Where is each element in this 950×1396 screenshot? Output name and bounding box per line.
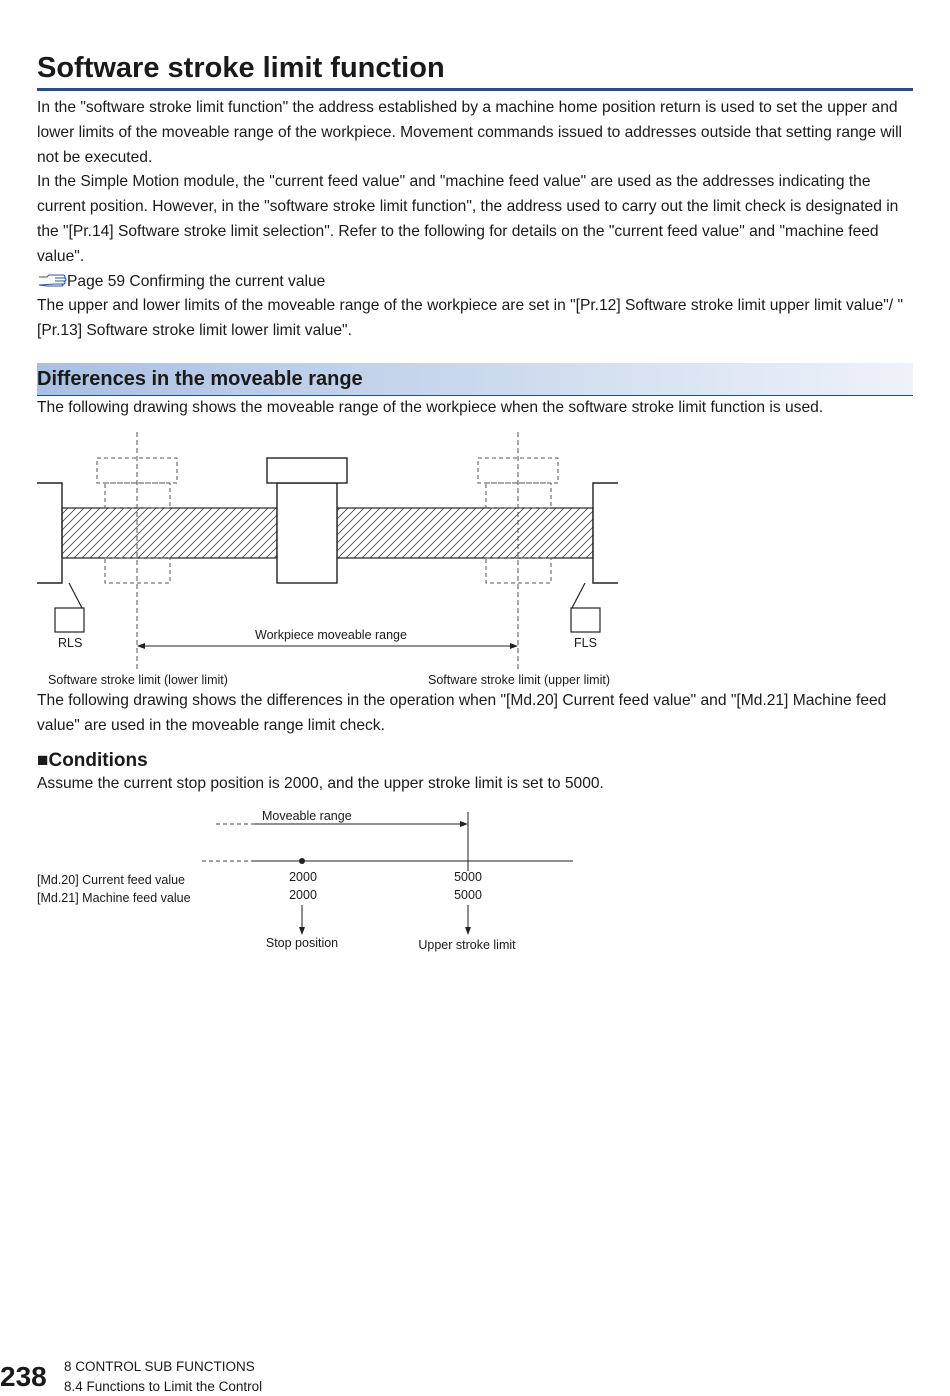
conditions-heading: ■Conditions (37, 750, 148, 771)
stop-position-dot (299, 858, 305, 864)
intro-paragraph: In the "software stroke limit function" the address established by a machine home position return is used to set the upper and lower limits of the moveable range of the workpiece. Movement commands issued to addresses outside that setting range will not be executed. (37, 99, 903, 166)
stop-position-label: Stop position (265, 936, 339, 950)
page-number: 238 (0, 1361, 47, 1392)
fls-switch (571, 583, 600, 632)
fls-label: FLS (574, 636, 597, 650)
machine-feed-value-label: [Md.21] Machine feed value (37, 891, 191, 905)
moveable-range-label: Moveable range (262, 809, 352, 823)
stop-value-current: 2000 (289, 870, 317, 884)
shaft-right (337, 508, 593, 558)
upper-limit-label: Software stroke limit (upper limit) (428, 673, 610, 687)
section-heading: Differences in the moveable range (37, 363, 913, 396)
shaft-left (62, 508, 277, 558)
page-title: Software stroke limit function (37, 50, 913, 91)
footer-chapter: 8 CONTROL SUB FUNCTIONS (64, 1359, 255, 1374)
intro-text (37, 96, 917, 344)
upper-stroke-limit-label: Upper stroke limit (418, 938, 516, 952)
conditions-text: Assume the current stop position is 2000, and the upper stroke limit is set to 5000. (37, 775, 604, 792)
right-end-stopper (593, 483, 618, 583)
rls-label: RLS (58, 636, 83, 650)
intro-paragraph: In the Simple Motion module, the "current feed value" and "machine feed value" are used as the addresses indicating the current position. However, in the "software stroke limit function", the address used to carry out the limit check is designated in the "[Pr.14] Software stroke limit selection". Refer to the following for details on the "current feed value" and "machine feed value". (37, 173, 899, 265)
reference-link[interactable]: Page 59 Confirming the current value (67, 272, 326, 290)
limit-value-current: 5000 (454, 870, 482, 884)
limits-paragraph: The upper and lower limits of the moveable range of the workpiece are set in "[Pr.12] Software stroke limit upper limit value"/ "[Pr.13] Software stroke limit lower limit value". (37, 297, 904, 340)
pointing-hand-icon (37, 271, 67, 285)
stop-value-machine: 2000 (289, 888, 317, 902)
section-after-diagram: The following drawing shows the differences in the operation when "[Md.20] Current feed value" and "[Md.21] Machine feed value" are used in the moveable range limit check. (37, 692, 887, 734)
reference-line (37, 270, 917, 295)
section-intro: The following drawing shows the moveable range of the workpiece when the software stroke limit function is used. (37, 399, 824, 416)
footer-section: 8.4 Functions to Limit the Control (64, 1379, 263, 1394)
moveable-range-diagram (0, 425, 950, 695)
moveable-range-label: Workpiece moveable range (255, 628, 407, 642)
current-feed-value-label: [Md.20] Current feed value (37, 873, 185, 887)
feed-value-diagram (0, 800, 950, 960)
workpiece-top (267, 458, 347, 483)
workpiece-body (277, 483, 337, 583)
limit-value-machine: 5000 (454, 888, 482, 902)
rls-switch (55, 583, 84, 632)
lower-limit-label: Software stroke limit (lower limit) (48, 673, 228, 687)
left-end-stopper (37, 483, 62, 583)
